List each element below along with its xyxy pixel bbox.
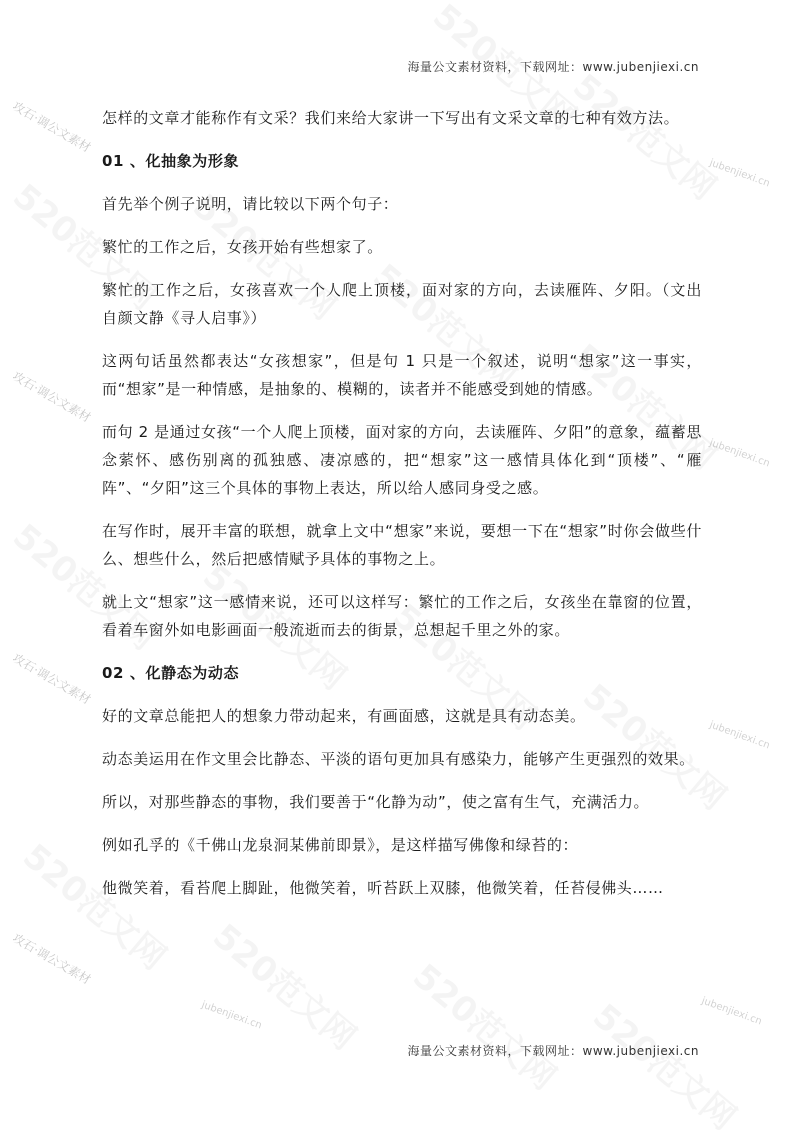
page-header — [407, 58, 699, 75]
header-url[interactable]: www.jubenjiexi.cn — [582, 60, 699, 74]
watermark: 攻石·调公文素材 — [10, 98, 94, 155]
section-heading: 02 、化静态为动态 — [102, 664, 240, 682]
watermark — [204, 910, 368, 1059]
watermark: jubenjiexi.cn — [708, 437, 772, 470]
section-heading: 01 、化抽象为形象 — [102, 152, 240, 170]
paragraph: 好的文章总能把人的想象力带动起来，有画面感，这就是具有动态美。 — [102, 707, 586, 725]
footer-text: 海量公文素材资料，下载网址： — [407, 1044, 583, 1058]
paragraph: 怎样的文章才能称作有文采？我们来给大家讲一下写出有文采文章的七种有效方法。 — [102, 109, 680, 127]
paragraph: 而句 2 是通过女孩“一个人爬上顶楼，面对家的方向，去读雁阵、夕阳”的意象，蕴蓄思念萦怀、感伤别离的孤独感、凄凉感的，把“想家”这一感情具体化到“顶楼”、“雁阵”、“夕阳”这三个具体的事物上表达，所以给人感同身受之感。 — [102, 423, 702, 497]
paragraph: 在写作时，展开丰富的联想，就拿上文中“想家”来说，要想一下在“想家”时你会做些什么、想些什么，然后把感情赋予具体的事物之上。 — [102, 522, 702, 568]
paragraph: 就上文“想家”这一感情来说，还可以这样写：繁忙的工作之后，女孩坐在靠窗的位置，看着车窗外如电影画面一般流逝而去的街景，总想起千里之外的家。 — [102, 593, 702, 639]
watermark: jubenjiexi.cn — [200, 999, 264, 1032]
header-text: 海量公文素材资料，下载网址： — [407, 60, 583, 74]
watermark: 攻石·调公文素材 — [10, 368, 94, 425]
paragraph: 动态美运用在作文里会比静态、平淡的语句更加具有感染力，能够产生更强烈的效果。 — [102, 750, 695, 768]
paragraph: 例如孔孚的《千佛山龙泉洞某佛前即景》，是这样描写佛像和绿苔的： — [102, 836, 579, 854]
watermark: jubenjiexi.cn — [708, 719, 772, 752]
page-footer — [407, 1042, 699, 1059]
paragraph: 这两句话虽然都表达“女孩想家”，但是句 1 只是一个叙述，说明“想家”这一事实，而“想家”是一种情感，是抽象的、模糊的，读者并不能感受到她的情感。 — [102, 352, 702, 398]
paragraph: 首先举个例子说明，请比较以下两个句子： — [102, 195, 399, 213]
watermark: 攻石·调公文素材 — [10, 650, 94, 707]
paragraph: 繁忙的工作之后，女孩喜欢一个人爬上顶楼，面对家的方向，去读雁阵、夕阳。（文出自颜文静《寻人启事》） — [102, 281, 702, 327]
paragraph: 他微笑着，看苔爬上脚趾，他微笑着，听苔跃上双膝，他微笑着，任苔侵佛头…… — [102, 879, 664, 897]
watermark: jubenjiexi.cn — [708, 157, 772, 190]
document-body — [102, 104, 702, 917]
paragraph: 繁忙的工作之后，女孩开始有些想家了。 — [102, 238, 383, 256]
watermark: 攻石·调公文素材 — [10, 930, 94, 987]
watermark: jubenjiexi.cn — [700, 995, 764, 1028]
footer-url[interactable]: www.jubenjiexi.cn — [582, 1044, 699, 1058]
paragraph: 所以，对那些静态的事物，我们要善于“化静为动”，使之富有生气，充满活力。 — [102, 793, 650, 811]
watermark — [404, 950, 568, 1099]
watermark — [584, 990, 748, 1139]
